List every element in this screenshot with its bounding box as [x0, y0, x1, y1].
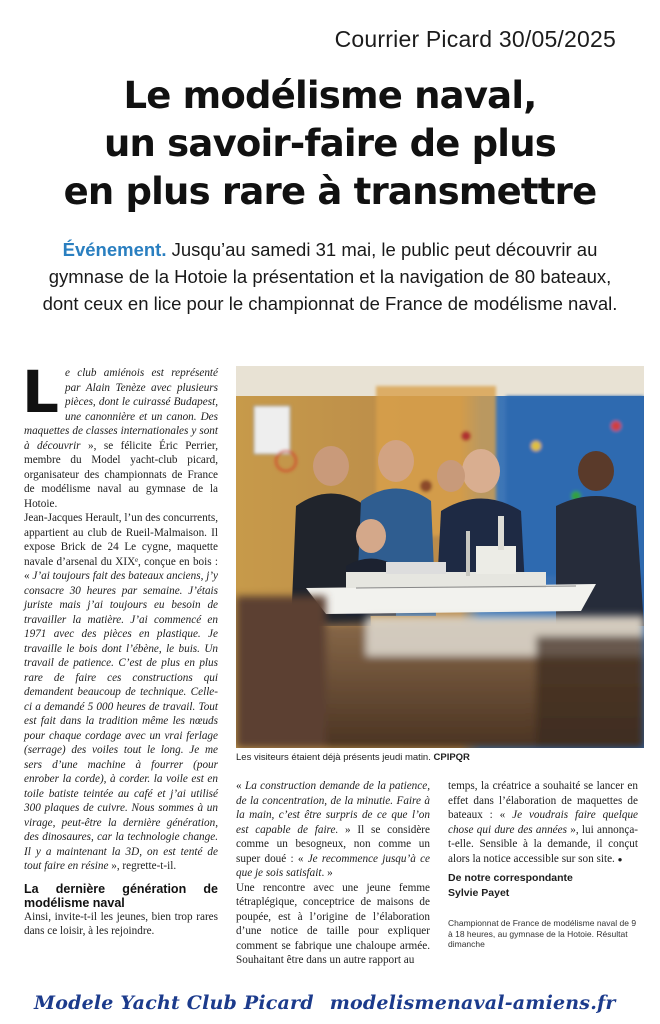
chapo — [30, 236, 630, 317]
paragraph-text: », se félicite Éric Perrier, membre du Model yacht-club picard, organisateur des championnats de France de modélisme naval au gymnase de la Hotoie. — [24, 439, 218, 510]
subheading: La dernière génération de modélisme naval — [24, 881, 218, 910]
byline-name: Sylvie Payet — [448, 886, 510, 899]
article-column-left — [22, 358, 218, 939]
paragraph-text: temps, la créatrice a souhaité se lancer en effet dans l’élaboration de maquettes de bateaux : « — [448, 780, 638, 821]
caption-text: Les visiteurs étaient déjà présents jeudi matin. — [236, 752, 431, 763]
quote: Je voudrais faire quelque chose qui dure des années — [448, 809, 638, 836]
paragraph-text: « — [236, 780, 245, 792]
paragraph-text: », lui annonça-t-elle. Sensible à la demande, il conçut alors la notice accessible sur son site. — [448, 823, 639, 865]
paragraph — [22, 358, 218, 511]
headline-line: un savoir-faire de plus — [104, 122, 556, 165]
article-photo — [236, 366, 644, 748]
drop-cap: L — [22, 358, 59, 426]
quote: La construction demande de la patience, de la concentration, de la minutie. Faire à la main, c’est être surpris de ce que l’on est capable de faire. — [236, 780, 430, 836]
paragraph — [236, 779, 430, 881]
byline-label: De notre correspondante — [448, 872, 573, 884]
paragraph-text: . » — [321, 867, 333, 879]
photo-caption — [236, 752, 644, 763]
paragraph-text: » Il se considère comme un besogneux, non comme un super doué : « — [236, 823, 430, 865]
footer-watermark — [34, 992, 616, 1014]
headline-line: Le modélisme naval, — [123, 74, 537, 117]
source-line — [335, 26, 616, 53]
kicker: Événement. — [62, 239, 167, 260]
photo-credit: CPIPQR — [433, 752, 470, 763]
paragraph: Une rencontre avec une jeune femme tétraplégique, conceptrice de maisons de poupée, est à l’origine de l’élaboration d’une notice de taille pour expliquer comment se fabrique une chaloupe armée. Souhaitant être dans un autre rapport au — [236, 881, 430, 966]
quote: Je recommence jusqu’à ce que je sois satisfait — [236, 852, 430, 879]
publication-name: Courrier Picard — [334, 26, 493, 52]
paragraph — [24, 511, 218, 874]
quote: e club amiénois est représenté par Alain Tenèze avec plusieurs pièces, dont le cuirassé Budapest, une canonnière et un canon. Des maquettes de classes internationales y sont à découvrir — [24, 367, 218, 452]
paragraph-text: », regrette-t-il. — [108, 860, 177, 872]
headline — [20, 72, 640, 216]
chapo-text: Jusqu’au samedi 31 mai, le public peut découvrir au gymnase de la Hotoie la présentation et la navigation de 80 bateaux, dont ceux en lice pour le championnat de France de modélisme naval. — [42, 239, 618, 314]
paragraph-text: Jean-Jacques Herault, l’un des concurrents, appartient au club de Rueil-Malmaison. Il expose Brick de 24 Le cygne, maquette navale d’arsenal du XIXᵉ, conçue en bois : « — [24, 512, 218, 582]
club-website[interactable]: modelismenaval-amiens.fr — [329, 992, 616, 1014]
paragraph — [448, 779, 638, 867]
article-column-middle — [236, 779, 430, 968]
end-mark: ● — [617, 854, 623, 864]
paragraph: Ainsi, invite-t-il les jeunes, bien trop rares dans ce loisir, à les rejoindre. — [24, 910, 218, 937]
article-column-right — [448, 779, 638, 900]
quote: J’ai toujours fait des bateaux anciens, j’y consacre 30 heures par semaine. J’étais juriste mais j’ai toujours eu besoin de travailler la matière. J’ai commencé en 1971 avec des pièces en plastique. Je travaille le bois dont l’ébène, le buis. Un travail de patience. C’est de plus en plus rare de faire ces constructions qui demandent beaucoup de technique. Celle-ci a demandé 5 000 heures de travail. Tout est fait dans la tradition même les nœuds pour chaque cordage avec un vrai ferlage (serrage) des voiles tout le long. Je me sers d’une machine à fourrer (pour enrober la corde), à corder. la voile est en toile batiste teintée au café et j’ai utilisé 300 plaques de cuivre. Nous sommes à un virage, peut-être la dernière génération, des dinosaures, car la technologie change. Il y a maintenant la 3D, on est tenté de tout faire en résine — [24, 570, 218, 872]
headline-line: en plus rare à transmettre — [63, 170, 597, 213]
club-name: Modele Yacht Club Picard — [34, 992, 314, 1014]
publication-date: 30/05/2025 — [498, 26, 616, 52]
photo-illustration — [236, 366, 644, 748]
event-info: Championnat de France de modélisme naval de 9 à 18 heures, au gymnase de la Hotoie. Résultat dimanche — [448, 918, 637, 949]
